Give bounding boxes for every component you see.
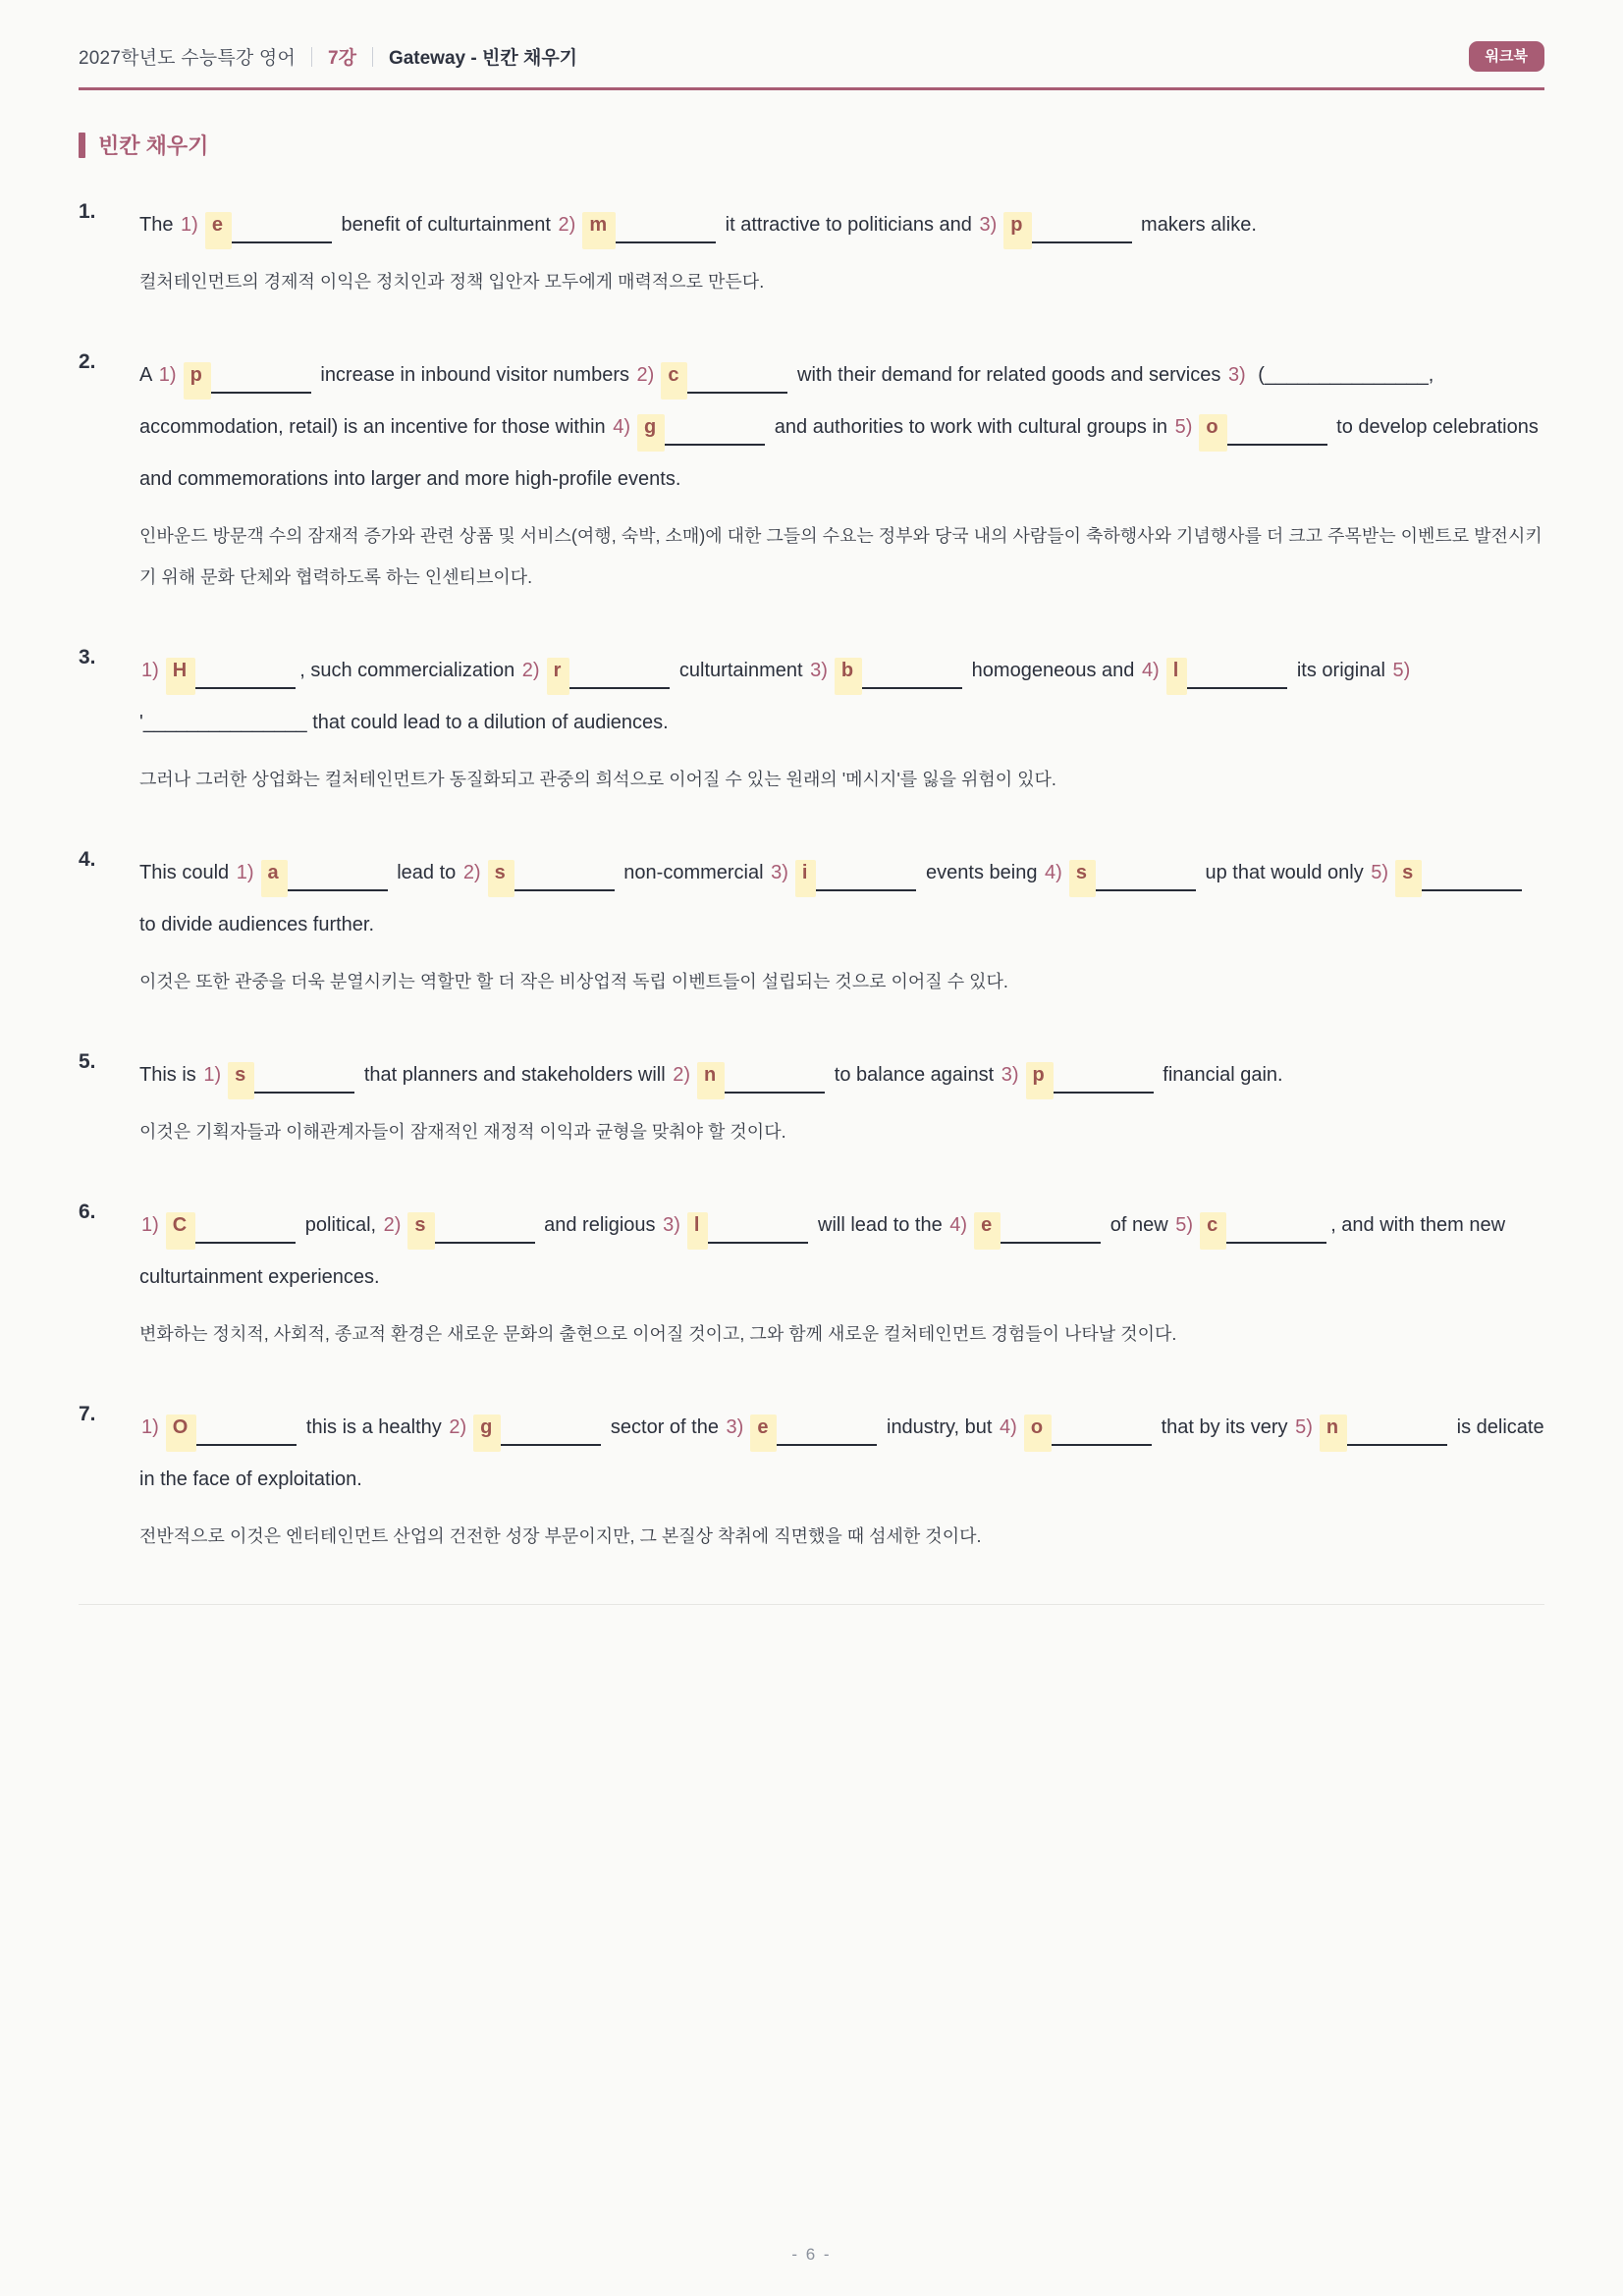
answer-blank	[569, 687, 670, 689]
hint-letter: O	[166, 1415, 197, 1452]
item-body	[139, 645, 1544, 800]
blank-number-marker: 2)	[449, 1416, 467, 1438]
item-body	[139, 1200, 1544, 1355]
content-end-rule	[79, 1604, 1544, 1605]
section-bar-icon	[79, 133, 85, 158]
english-text: industry, but	[881, 1416, 999, 1438]
blank-number-marker: 2)	[636, 364, 655, 386]
item-number: 7.	[79, 1403, 96, 1425]
english-text: makers alike.	[1135, 214, 1257, 236]
item-english-sentence	[139, 1200, 1544, 1304]
hint-letter: c	[1200, 1212, 1226, 1250]
blank-number-marker: 5)	[1295, 1416, 1313, 1438]
blank-number-marker: 1)	[181, 214, 198, 236]
answer-blank	[862, 687, 962, 689]
item-number: 4.	[79, 848, 96, 871]
items-list	[79, 199, 1544, 1557]
blank-number-marker: 3)	[663, 1214, 680, 1236]
blank-number-marker: 4)	[1045, 862, 1062, 883]
korean-translation: 이것은 기획자들과 이해관계자들이 잠재적인 재정적 이익과 균형을 맞춰야 할 것이다.	[139, 1122, 786, 1142]
english-text: is delicate in the face of exploitation.	[139, 1416, 1544, 1490]
item-body	[139, 199, 1544, 302]
answer-blank	[232, 241, 332, 243]
english-text: , such commercialization	[299, 660, 520, 681]
korean-translation: 이것은 또한 관중을 더욱 분열시키는 역할만 할 더 작은 비상업적 독립 이벤트들이 설립되는 것으로 이어질 수 있다.	[139, 972, 1008, 991]
hint-letter: g	[473, 1415, 501, 1452]
answer-blank	[1227, 444, 1327, 446]
answer-blank	[435, 1242, 535, 1244]
korean-translation: 전반적으로 이것은 엔터테인먼트 산업의 건전한 성장 부문이지만, 그 본질상 착취에 직면했을 때 섬세한 것이다.	[139, 1526, 982, 1546]
blank-number-marker: 1)	[141, 1416, 159, 1438]
hint-letter: s	[1069, 860, 1096, 897]
english-text: will lead to the	[812, 1214, 948, 1236]
exercise-item	[79, 349, 1544, 598]
answer-blank	[616, 241, 716, 243]
answer-blank	[725, 1092, 825, 1094]
hint-letter: o	[1199, 414, 1226, 452]
english-text: The	[139, 214, 180, 236]
blank-number-marker: 3)	[726, 1416, 744, 1438]
header-divider	[372, 47, 373, 67]
hint-letter: l	[687, 1212, 709, 1250]
blank-number-marker: 2)	[521, 660, 540, 681]
exercise-item	[79, 1200, 1544, 1355]
english-text: events being	[920, 862, 1044, 883]
english-text: sector of the	[605, 1416, 725, 1438]
answer-blank	[514, 889, 615, 891]
korean-translation: 인바운드 방문객 수의 잠재적 증가와 관련 상품 및 서비스(여행, 숙박, 소매)에 대한 그들의 수요는 정부와 당국 내의 사람들이 축하행사와 기념행사를 더 크고 주목받는 이벤트로 발전시키기 위해 문화 단체와 협력하도록 하는 인센티브이다.	[139, 526, 1542, 587]
header-breadcrumb	[79, 43, 577, 70]
blank-number-marker: 2)	[558, 214, 576, 236]
hint-letter: o	[1024, 1415, 1052, 1452]
hint-letter: s	[407, 1212, 434, 1250]
blank-number-marker: 3)	[1001, 1064, 1019, 1086]
hint-letter: p	[184, 362, 211, 400]
hint-letter: p	[1026, 1062, 1054, 1099]
answer-blank	[195, 687, 296, 689]
answer-blank	[777, 1444, 877, 1446]
english-text: non-commercial	[618, 862, 770, 883]
item-english-sentence	[139, 1049, 1544, 1101]
blank-number-marker: 5)	[1174, 416, 1193, 438]
answer-blank	[195, 1242, 296, 1244]
item-number: 3.	[79, 646, 96, 668]
hint-letter: m	[582, 212, 616, 249]
english-text: This is	[139, 1064, 202, 1086]
english-text: to divide audiences further.	[139, 914, 375, 935]
korean-translation: 컬처테인먼트의 경제적 이익은 정치인과 정책 입안자 모두에게 매력적으로 만든다.	[139, 272, 765, 292]
page-number: - 6 -	[791, 2245, 832, 2264]
blank-number-marker: 1)	[141, 1214, 159, 1236]
blank-number-marker: 1)	[158, 364, 177, 386]
english-text: that by its very	[1156, 1416, 1294, 1438]
answer-blank	[501, 1444, 601, 1446]
answer-blank	[1187, 687, 1287, 689]
english-text: , and with them new culturtainment experiences.	[139, 1214, 1506, 1288]
blank-number-marker: 4)	[1141, 660, 1160, 681]
exercise-item	[79, 1402, 1544, 1557]
blank-number-marker: 4)	[1000, 1416, 1017, 1438]
answer-blank	[288, 889, 388, 891]
answer-blank	[708, 1242, 808, 1244]
blank-number-marker: 2)	[462, 862, 481, 883]
blank-number-marker: 3)	[979, 214, 998, 236]
english-text: and religious	[538, 1214, 662, 1236]
page-footer	[0, 2245, 1623, 2265]
exercise-item	[79, 847, 1544, 1002]
page-title: Gateway - 빈칸 채우기	[388, 48, 578, 69]
english-text: (_______________, accommodation, retail) is an incentive for those within	[139, 364, 1434, 438]
item-number: 6.	[79, 1201, 96, 1223]
item-english-sentence	[139, 645, 1544, 749]
english-text: to balance against	[829, 1064, 1000, 1086]
exercise-item	[79, 1049, 1544, 1152]
blank-number-marker: 5)	[1392, 660, 1411, 681]
hint-letter: b	[835, 658, 862, 695]
answer-blank	[1052, 1444, 1152, 1446]
page-header	[79, 0, 1544, 72]
answer-blank	[1054, 1092, 1154, 1094]
item-number: 1.	[79, 200, 96, 223]
answer-blank	[196, 1444, 297, 1446]
item-number: 5.	[79, 1050, 96, 1073]
workbook-badge: 워크북	[1469, 41, 1544, 72]
blank-number-marker: 4)	[949, 1214, 968, 1236]
hint-letter: a	[261, 860, 288, 897]
course-title: 2027학년도 수능특강 영어	[79, 48, 297, 69]
hint-letter: n	[1320, 1415, 1347, 1452]
item-body	[139, 349, 1544, 598]
hint-letter: e	[974, 1212, 1001, 1250]
answer-blank	[211, 392, 311, 394]
item-english-sentence	[139, 847, 1544, 951]
blank-number-marker: 1)	[236, 862, 254, 883]
hint-letter: c	[661, 362, 687, 400]
item-body	[139, 847, 1544, 1002]
hint-letter: H	[166, 658, 195, 695]
blank-number-marker: 1)	[203, 1064, 222, 1086]
hint-letter: i	[795, 860, 817, 897]
english-text: increase in inbound visitor numbers	[314, 364, 635, 386]
english-text: benefit of culturtainment	[335, 214, 557, 236]
answer-blank	[687, 392, 787, 394]
english-text: this is a healthy	[300, 1416, 448, 1438]
lesson-number: 7강	[328, 48, 356, 69]
hint-letter: e	[205, 212, 232, 249]
answer-blank	[1347, 1444, 1447, 1446]
section-title	[79, 130, 1544, 160]
english-text: political,	[299, 1214, 382, 1236]
english-text: and authorities to work with cultural groups in	[769, 416, 1173, 438]
blank-number-marker: 3)	[771, 862, 788, 883]
english-text: culturtainment	[674, 660, 809, 681]
hint-letter: l	[1166, 658, 1188, 695]
answer-blank	[816, 889, 916, 891]
hint-letter: n	[697, 1062, 725, 1099]
answer-blank	[1032, 241, 1132, 243]
blank-number-marker: 4)	[613, 416, 631, 438]
item-number: 2.	[79, 350, 96, 373]
blank-number-marker: 5)	[1175, 1214, 1194, 1236]
korean-translation: 그러나 그러한 상업화는 컬처테인먼트가 동질화되고 관중의 희석으로 이어질 수 있는 원래의 '메시지'를 잃을 위험이 있다.	[139, 770, 1056, 789]
english-text: that planners and stakeholders will	[358, 1064, 672, 1086]
korean-translation: 변화하는 정치적, 사회적, 종교적 환경은 새로운 문화의 출현으로 이어질 것이고, 그와 함께 새로운 컬처테인먼트 경험들이 나타날 것이다.	[139, 1324, 1177, 1344]
header-rule	[79, 87, 1544, 90]
english-text: of new	[1105, 1214, 1174, 1236]
answer-blank	[1422, 889, 1522, 891]
answer-blank	[254, 1092, 354, 1094]
blank-number-marker: 3)	[1227, 364, 1246, 386]
hint-letter: g	[637, 414, 665, 452]
english-text: it attractive to politicians and	[720, 214, 978, 236]
blank-number-marker: 5)	[1371, 862, 1389, 883]
answer-blank	[665, 444, 765, 446]
header-divider	[311, 47, 312, 67]
hint-letter: e	[750, 1415, 777, 1452]
exercise-item	[79, 199, 1544, 302]
english-text: up that would only	[1199, 862, 1370, 883]
hint-letter: s	[228, 1062, 254, 1099]
item-body	[139, 1049, 1544, 1152]
hint-letter: s	[1395, 860, 1422, 897]
item-english-sentence	[139, 199, 1544, 251]
hint-letter: p	[1003, 212, 1031, 249]
blank-number-marker: 1)	[141, 660, 159, 681]
item-english-sentence	[139, 1402, 1544, 1506]
exercise-item	[79, 645, 1544, 800]
section-title-label: 빈칸 채우기	[98, 133, 209, 158]
blank-number-marker: 3)	[810, 660, 828, 681]
english-text: '_______________ that could lead to a dilution of audiences.	[139, 712, 669, 733]
english-text: to develop celebrations and commemorations into larger and more high-profile events.	[139, 416, 1539, 490]
answer-blank	[1226, 1242, 1326, 1244]
english-text: lead to	[391, 862, 461, 883]
hint-letter: r	[547, 658, 570, 695]
blank-number-marker: 2)	[673, 1064, 691, 1086]
item-body	[139, 1402, 1544, 1557]
blank-number-marker: 2)	[383, 1214, 402, 1236]
english-text: with their demand for related goods and services	[791, 364, 1226, 386]
hint-letter: C	[166, 1212, 195, 1250]
item-english-sentence	[139, 349, 1544, 506]
answer-blank	[1096, 889, 1196, 891]
english-text: homogeneous and	[966, 660, 1140, 681]
english-text: This could	[139, 862, 235, 883]
english-text: financial gain.	[1157, 1064, 1283, 1086]
english-text: its original	[1291, 660, 1391, 681]
hint-letter: s	[488, 860, 514, 897]
english-text: A	[139, 364, 157, 386]
answer-blank	[1001, 1242, 1101, 1244]
